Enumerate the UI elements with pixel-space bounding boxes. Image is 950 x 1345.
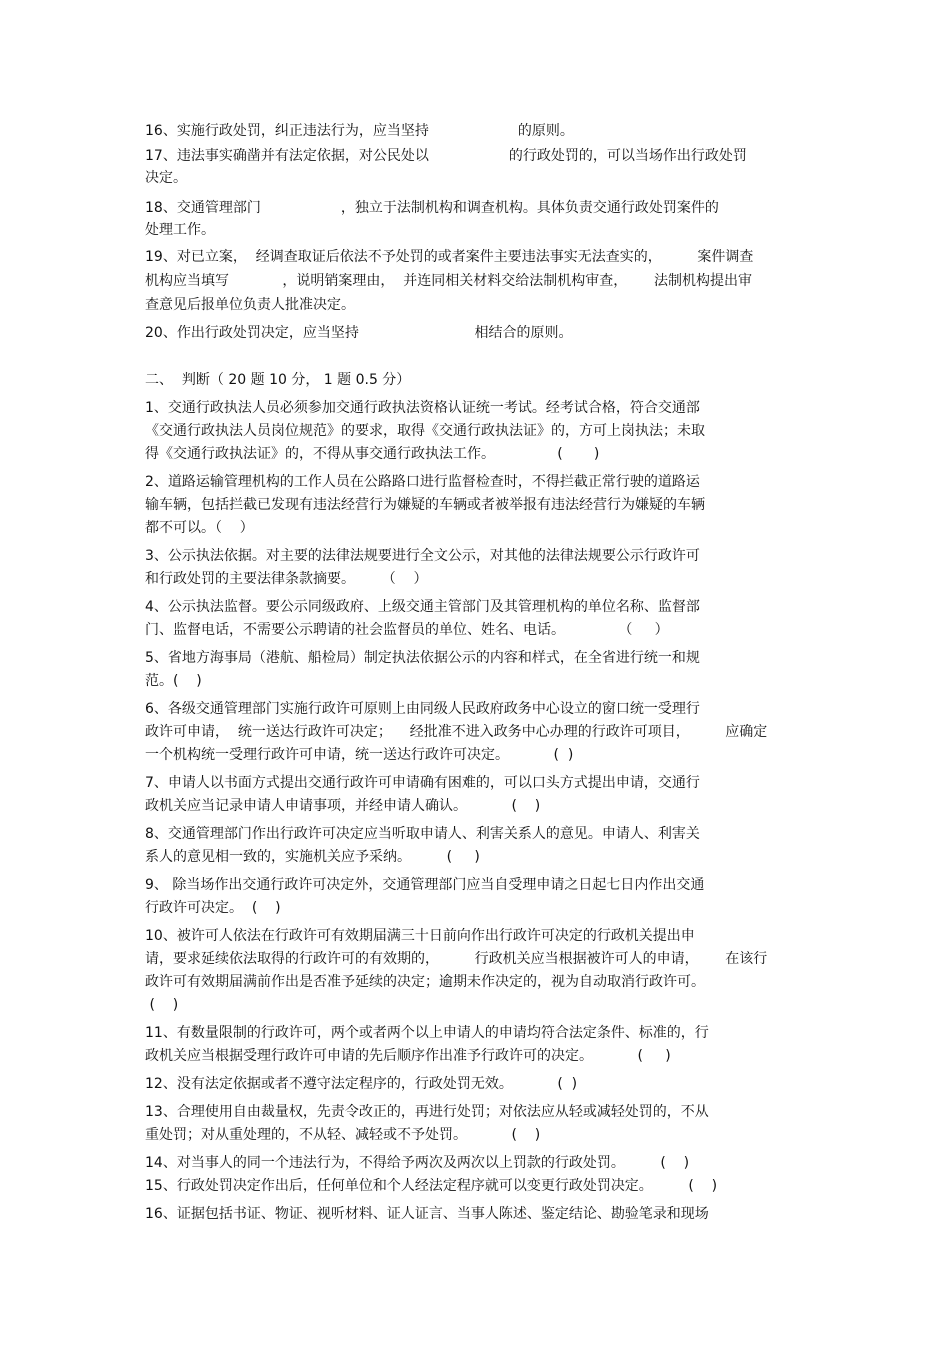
judgment-1-line-3: 得《交通行政执法证》的，不得从事交通行政执法工作。 ( ) [145, 446, 600, 462]
fill-blank-17-line-2: 决定。 [145, 170, 187, 186]
fill-blank-20: 20、作出行政处罚决定，应当坚持 相结合的原则。 [145, 325, 573, 341]
judgment-7-line-2: 政机关应当记录申请人申请事项，并经申请人确认。 ( ) [145, 798, 541, 814]
judgment-3-line-1: 3、公示执法依据。对主要的法律法规要进行全文公示，对其他的法律法规要公示行政许可 [145, 548, 700, 564]
judgment-4-line-2: 门、监督电话，不需要公示聘请的社会监督员的单位、姓名、电话。 （ ） [145, 622, 669, 638]
judgment-8-line-1: 8、交通管理部门作出行政许可决定应当听取申请人、利害关系人的意见。申请人、利害关 [145, 826, 700, 842]
fill-blank-18-line-1: 18、交通管理部门 ，独立于法制机构和调查机构。具体负责交通行政处罚案件的 [145, 200, 719, 216]
fill-blank-18-line-2: 处理工作。 [145, 222, 215, 238]
judgment-11-line-1: 11、有数量限制的行政许可，两个或者两个以上申请人的申请均符合法定条件、标准的，行 [145, 1025, 709, 1041]
section-heading-judgment: 二、 判断（ 20 题 10 分， 1 题 0.5 分） [145, 372, 411, 388]
judgment-11-line-2: 政机关应当根据受理行政许可申请的先后顺序作出准予行政许可的决定。 ( ) [145, 1048, 671, 1064]
judgment-2-line-3: 都不可以。（ ） [145, 520, 254, 536]
judgment-15: 15、行政处罚决定作出后，任何单位和个人经法定程序就可以变更行政处罚决定。 ( ) [145, 1178, 718, 1194]
judgment-13-line-2: 重处罚；对从重处理的，不从轻、减轻或不予处罚。 ( ) [145, 1127, 541, 1143]
judgment-5-line-1: 5、省地方海事局（港航、船检局）制定执法依据公示的内容和样式，在全省进行统一和规 [145, 650, 700, 666]
judgment-2-line-1: 2、道路运输管理机构的工作人员在公路路口进行监督检查时，不得拦截正常行驶的道路运 [145, 474, 700, 490]
fill-blank-19-line-2: 机构应当填写 ，说明销案理由， 并连同相关材料交给法制机构审查， 法制机构提出审 [145, 273, 753, 289]
judgment-12: 12、没有法定依据或者不遵守法定程序的，行政处罚无效。 ( ) [145, 1076, 578, 1092]
judgment-9-line-2: 行政许可决定。 ( ) [145, 900, 281, 916]
fill-blank-19-line-3: 查意见后报单位负责人批准决定。 [145, 297, 355, 313]
judgment-13-line-1: 13、合理使用自由裁量权，先责令改正的，再进行处罚；对依法应从轻或减轻处罚的，不从 [145, 1104, 709, 1120]
fill-blank-19-line-1: 19、对已立案， 经调查取证后依法不予处罚的或者案件主要违法事实无法查实的， 案件调查 [145, 249, 754, 265]
judgment-7-line-1: 7、申请人以书面方式提出交通行政许可申请确有困难的，可以口头方式提出申请，交通行 [145, 775, 700, 791]
fill-blank-16: 16、实施行政处罚，纠正违法行为，应当坚持 的原则。 [145, 123, 574, 139]
judgment-9-line-1: 9、 除当场作出交通行政许可决定外，交通管理部门应当自受理申请之日起七日内作出交通 [145, 877, 705, 893]
judgment-6-line-2: 政许可申请， 统一送达行政许可决定； 经批准不进入政务中心办理的行政许可项目， 应确定 [145, 724, 768, 740]
judgment-10-line-2: 请，要求延续依法取得的行政许可的有效期的， 行政机关应当根据被许可人的申请， 在该行 [145, 951, 768, 967]
judgment-4-line-1: 4、公示执法监督。要公示同级政府、上级交通主管部门及其管理机构的单位名称、监督部 [145, 599, 700, 615]
judgment-6-line-1: 6、各级交通管理部门实施行政许可原则上由同级人民政府政务中心设立的窗口统一受理行 [145, 701, 700, 717]
fill-blank-17-line-1: 17、违法事实确凿并有法定依据，对公民处以 的行政处罚的，可以当场作出行政处罚 [145, 148, 747, 164]
judgment-16-line-1: 16、证据包括书证、物证、视听材料、证人证言、当事人陈述、鉴定结论、勘验笔录和现场 [145, 1206, 709, 1222]
judgment-10-line-4: ( ) [145, 997, 179, 1013]
judgment-1-line-2: 《交通行政执法人员岗位规范》的要求，取得《交通行政执法证》的，方可上岗执法；未取 [145, 423, 705, 439]
judgment-3-line-2: 和行政处罚的主要法律条款摘要。 （ ） [145, 571, 428, 587]
judgment-14: 14、对当事人的同一个违法行为，不得给予两次及两次以上罚款的行政处罚。 ( ) [145, 1155, 690, 1171]
judgment-5-line-2: 范。( ) [145, 673, 202, 689]
judgment-10-line-3: 政许可有效期届满前作出是否准予延续的决定；逾期未作决定的，视为自动取消行政许可。 [145, 974, 705, 990]
judgment-2-line-2: 输车辆，包括拦截已发现有违法经营行为嫌疑的车辆或者被举报有违法经营行为嫌疑的车辆 [145, 497, 705, 513]
judgment-6-line-3: 一个机构统一受理行政许可申请，统一送达行政许可决定。 ( ) [145, 747, 574, 763]
judgment-10-line-1: 10、被许可人依法在行政许可有效期届满三十日前向作出行政许可决定的行政机关提出申 [145, 928, 695, 944]
judgment-1-line-1: 1、交通行政执法人员必须参加交通行政执法资格认证统一考试。经考试合格，符合交通部 [145, 400, 700, 416]
judgment-8-line-2: 系人的意见相一致的，实施机关应予采纳。 ( ) [145, 849, 480, 865]
